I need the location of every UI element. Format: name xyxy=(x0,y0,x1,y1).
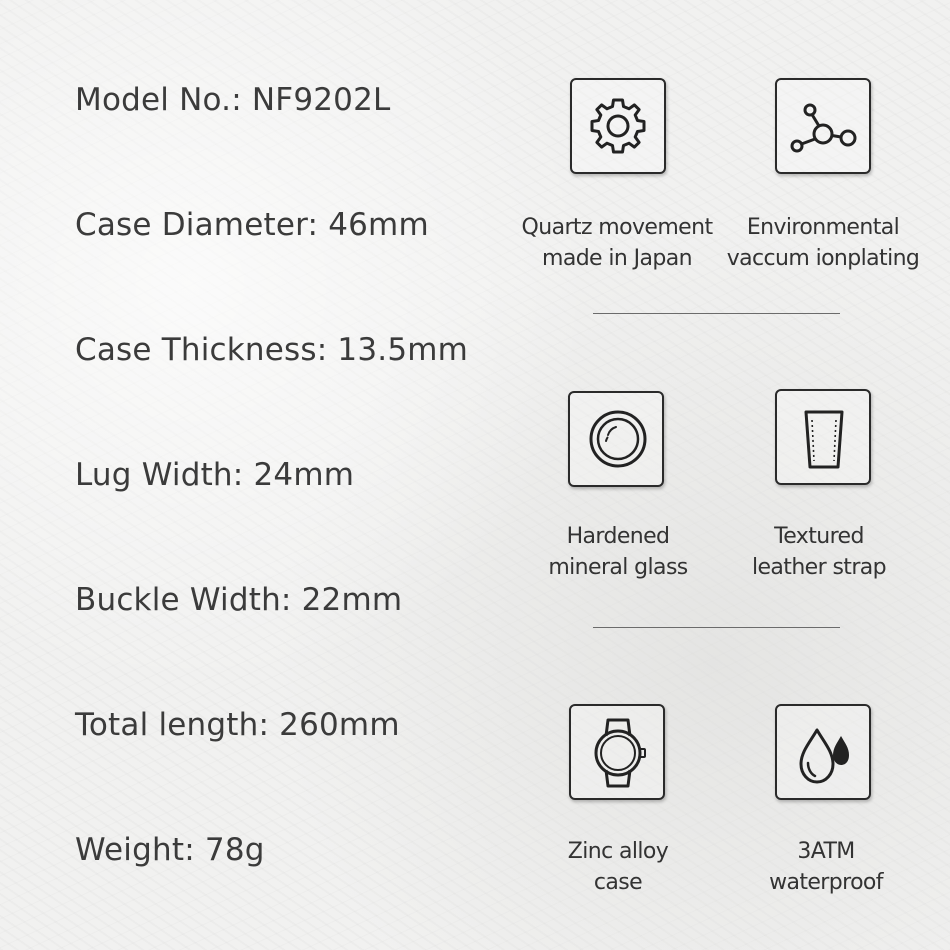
feature-movement-box xyxy=(570,78,666,174)
divider xyxy=(593,627,840,628)
feature-waterproof-caption: 3ATM waterproof xyxy=(769,839,883,895)
feature-strap-caption: Textured leather strap xyxy=(751,524,887,580)
feature-glass-box xyxy=(568,391,664,487)
leather-strap-icon xyxy=(777,391,869,483)
feature-ionplating-box xyxy=(775,78,871,174)
water-drops-icon xyxy=(777,706,869,798)
spec-case-thickness: Case Thickness: 13.5mm xyxy=(75,332,469,368)
feature-movement-caption: Quartz movement made in Japan xyxy=(521,215,713,271)
spec-lug-width: Lug Width: 24mm xyxy=(75,457,355,493)
feature-ionplating-caption: Environmental vaccum ionplating xyxy=(726,215,920,271)
feature-waterproof-box xyxy=(775,704,871,800)
spec-model-number: Model No.: NF9202L xyxy=(75,82,391,118)
spec-buckle-width: Buckle Width: 22mm xyxy=(75,582,403,618)
watch-case-icon xyxy=(571,706,663,798)
molecule-icon xyxy=(777,80,869,172)
divider xyxy=(593,313,840,314)
spec-total-length: Total length: 260mm xyxy=(75,707,400,743)
gear-icon xyxy=(572,80,664,172)
spec-case-diameter: Case Diameter: 46mm xyxy=(75,207,429,243)
feature-case-caption: Zinc alloy case xyxy=(567,839,669,895)
glass-crystal-icon xyxy=(570,393,662,485)
spec-weight: Weight: 78g xyxy=(75,832,265,868)
feature-case-box xyxy=(569,704,665,800)
feature-glass-caption: Hardened mineral glass xyxy=(548,524,688,580)
feature-strap-box xyxy=(775,389,871,485)
